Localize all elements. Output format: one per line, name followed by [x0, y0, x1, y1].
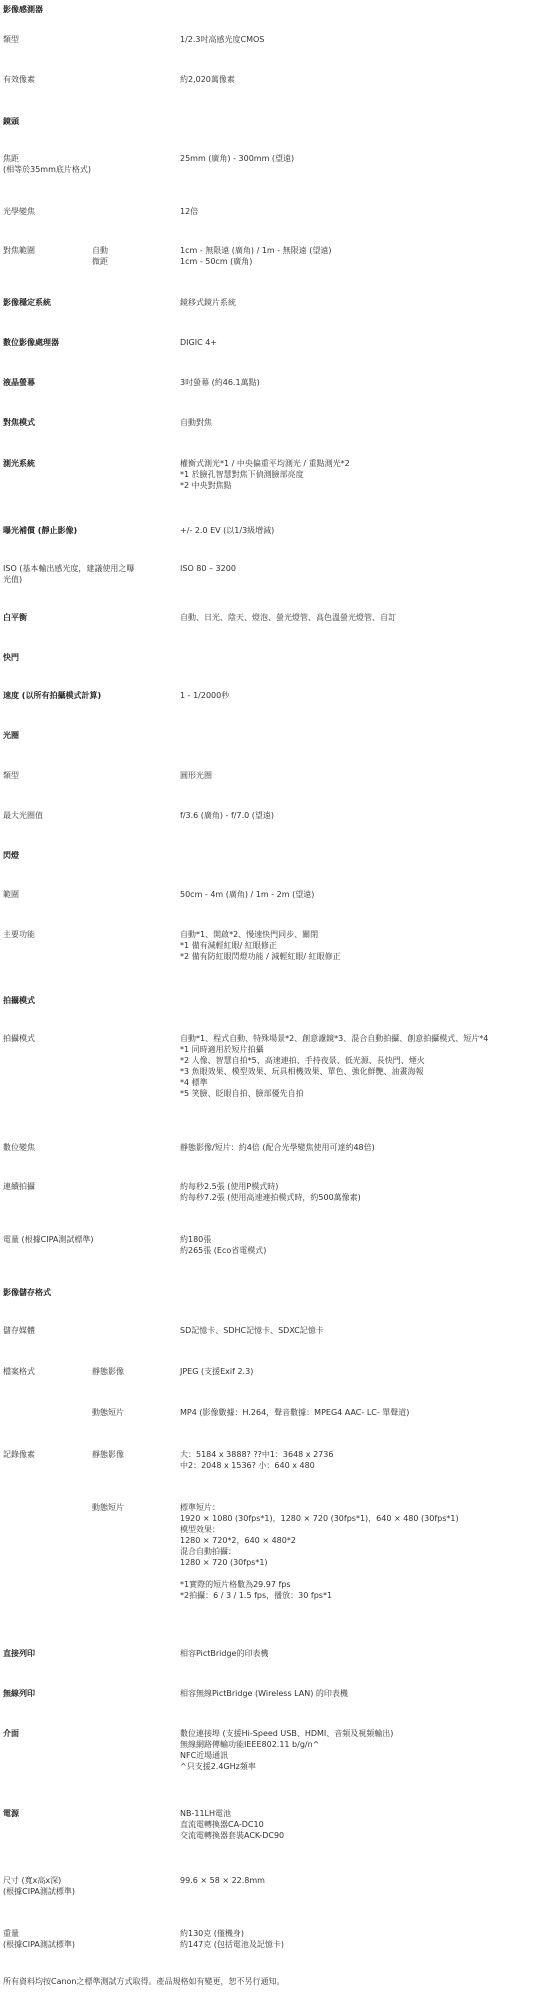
spec-value-line: NB-11LH電池 [180, 1809, 232, 1818]
section-heading-line: 光圈 [3, 731, 19, 740]
spec-value [180, 929, 341, 962]
spec-value-line: 約每秒7.2張 (使用高速連拍模式時，約500萬像素) [180, 1193, 361, 1202]
section-heading [3, 4, 43, 15]
spec-value-line: 相容無線PictBridge (Wireless LAN) 的印表機 [180, 1689, 348, 1698]
spec-sublabel-line: 靜態影像 [92, 1367, 124, 1376]
section-heading [3, 297, 51, 308]
spec-value-line: 模型效果： [180, 1525, 220, 1534]
spec-value [180, 337, 217, 348]
section-heading-line: 數位影像處理器 [3, 338, 59, 347]
spec-value-line: 鏡移式鏡片系統 [180, 298, 236, 307]
section-heading [3, 1808, 19, 1819]
spec-value-line: *2拍攝：6 / 3 / 1.5 fps，播放：30 fps*1 [180, 1591, 333, 1600]
section-heading-line: 介面 [3, 1729, 19, 1738]
section-heading [3, 116, 19, 127]
section-heading [3, 850, 19, 861]
spec-value-line: 交流電轉換器套裝ACK-DC90 [180, 1831, 285, 1840]
spec-value-line: 混合自動拍攝： [180, 1547, 236, 1556]
spec-value-line: 1 - 1/2000秒 [180, 691, 230, 700]
spec-value-line: 自動、日光、陰天、燈泡、螢光燈管、高色溫螢光燈管、自訂 [180, 613, 396, 622]
section-heading-line: 影像儲存格式 [3, 1288, 51, 1297]
spec-value [180, 770, 212, 781]
section-heading [3, 337, 59, 348]
spec-value-line: *1 備有減輕紅眼/ 紅眼修正 [180, 941, 277, 950]
spec-value-line: 99.6 × 58 × 22.8mm [180, 1876, 265, 1885]
spec-value-line: 25mm (廣角) - 300mm (望遠) [180, 154, 295, 163]
spec-label [3, 245, 35, 256]
spec-value [180, 1407, 409, 1418]
spec-sublabel [92, 1502, 124, 1513]
section-heading-line: 直接列印 [3, 1649, 35, 1658]
spec-label-line: 最大光圈值 [3, 811, 43, 820]
spec-value-line: 1/2.3吋高感光度CMOS [180, 35, 265, 44]
spec-sublabel [92, 1449, 124, 1460]
spec-value-line: ^只支援2.4GHz頻率 [180, 1762, 256, 1771]
spec-value-line [180, 1568, 459, 1579]
spec-value [180, 245, 331, 267]
spec-sublabel-line: 動態短片 [92, 1503, 124, 1512]
section-heading [3, 1728, 19, 1739]
spec-value-line: 中2：2048 x 1536? 小：640 x 480 [180, 1461, 315, 1470]
section-heading-line: 鏡頭 [3, 117, 19, 126]
spec-label-line: (根據CIPA測試標準) [3, 1887, 75, 1896]
spec-value-line: 約147克 (包括電池及記憶卡) [180, 1940, 285, 1949]
spec-label-line: 尺寸 (寬x高x深) [3, 1876, 62, 1885]
spec-value [180, 1928, 284, 1950]
spec-label-line: 有效像素 [3, 75, 35, 84]
spec-value [180, 1033, 488, 1099]
spec-value-line: *1 同時適用於短片拍攝 [180, 1045, 264, 1054]
section-heading-line: 快門 [3, 653, 19, 662]
spec-value [180, 612, 396, 623]
spec-value-line: *1 於臉孔智慧對焦下偵測臉部亮度 [180, 470, 304, 479]
spec-value-line: 1cm - 50cm (廣角) [180, 257, 253, 266]
section-heading-line: 測光系統 [3, 459, 35, 468]
spec-value [180, 74, 235, 85]
spec-label-line: 記錄像素 [3, 1450, 35, 1459]
spec-value-line: 1280 × 720 (30fps*1) [180, 1558, 268, 1567]
spec-sublabel [92, 1407, 124, 1418]
spec-value-line: DIGIC 4+ [180, 338, 217, 347]
spec-value [180, 1449, 333, 1471]
spec-value-line: *2 人像、智慧自拍*5、高速連拍、手持夜景、低光源、長快門、煙火 [180, 1056, 425, 1065]
section-heading [3, 1648, 35, 1659]
spec-label-line: 範圍 [3, 890, 19, 899]
spec-value [180, 1325, 324, 1336]
section-heading [3, 995, 35, 1006]
section-heading-line: 影像穩定系統 [3, 298, 51, 307]
spec-value-line: 約每秒2.5張 (使用P模式時) [180, 1182, 279, 1191]
spec-value-line: 12倍 [180, 207, 199, 216]
spec-value-line: 約2,020萬像素 [180, 75, 235, 84]
spec-label-line: 重量 [3, 1929, 19, 1938]
spec-label [3, 810, 43, 821]
spec-value-line: 約180張 [180, 1235, 212, 1244]
spec-value-line: f/3.6 (廣角) - f/7.0 (望遠) [180, 811, 275, 820]
section-heading-line: 曝光補償 (靜止影像) [3, 526, 78, 535]
section-heading-line: 對焦模式 [3, 418, 35, 427]
section-heading-line: 液晶螢幕 [3, 378, 35, 387]
spec-value-line: 1cm - 無限遠 (廣角) / 1m - 無限遠 (望遠) [180, 246, 332, 255]
spec-value-line: 相容PictBridge的印表機 [180, 1649, 269, 1658]
spec-value [180, 297, 236, 308]
section-heading [3, 690, 101, 701]
spec-value-line: 靜態影像/短片：約4倍 (配合光學變焦使用可達約48倍) [180, 1143, 375, 1152]
section-heading-line: 影像感測器 [3, 5, 43, 14]
spec-value [180, 417, 212, 428]
spec-label-line: 類型 [3, 35, 19, 44]
spec-label-line: 主要功能 [3, 930, 35, 939]
spec-value [180, 525, 274, 536]
spec-label [3, 889, 19, 900]
spec-value-line: *2 中央對焦點 [180, 481, 232, 490]
spec-value [180, 1728, 393, 1772]
spec-label-line: 檔案格式 [3, 1367, 35, 1376]
spec-label-line: 拍攝模式 [3, 1034, 35, 1043]
spec-label [3, 1366, 35, 1377]
spec-value-line: *5 笑臉、眨眼自拍、臉部優先自拍 [180, 1089, 304, 1098]
spec-label [3, 206, 35, 217]
section-heading [3, 612, 27, 623]
spec-sublabel-line: 動態短片 [92, 1408, 124, 1417]
spec-value [180, 206, 198, 217]
spec-label [3, 1325, 35, 1336]
spec-label-line: 儲存媒體 [3, 1326, 35, 1335]
section-heading-line: 閃燈 [3, 851, 19, 860]
spec-label [3, 1142, 35, 1153]
spec-label [3, 1449, 35, 1460]
spec-value [180, 1502, 459, 1601]
spec-label-line: 所有資料均按Canon之標準測試方式取得。產品規格如有變更，恕不另行通知。 [3, 1977, 285, 1986]
spec-label [3, 34, 19, 45]
spec-label [3, 563, 134, 585]
spec-sublabel-line: 自動 [92, 246, 108, 255]
spec-sublabel-line: 微距 [92, 257, 108, 266]
spec-value [180, 1808, 284, 1841]
spec-value-line: 50cm - 4m (廣角) / 1m - 2m (望遠) [180, 890, 315, 899]
spec-value [180, 153, 294, 164]
spec-value [180, 1366, 253, 1377]
spec-label [3, 1976, 285, 1987]
spec-label-line: 焦距 [3, 154, 19, 163]
spec-label-line: (相等於35mm底片格式) [3, 165, 92, 174]
spec-value [180, 34, 264, 45]
spec-value-line: *4 標準 [180, 1078, 208, 1087]
spec-label-line: ISO (基本輸出感光度，建議使用之曝 [3, 564, 135, 573]
spec-value-line: 圓形光圈 [180, 771, 212, 780]
spec-value-line: 標準短片： [180, 1503, 220, 1512]
spec-label-line: 類型 [3, 771, 19, 780]
spec-value [180, 1142, 375, 1153]
section-heading-line: 拍攝模式 [3, 996, 35, 1005]
spec-value [180, 458, 350, 491]
spec-value [180, 563, 236, 574]
spec-label [3, 1928, 75, 1950]
spec-value-line: 3吋螢幕 (約46.1萬點) [180, 378, 260, 387]
spec-value [180, 1234, 266, 1256]
spec-label [3, 1181, 35, 1192]
section-heading-line: 電源 [3, 1809, 19, 1818]
spec-value-line: *3 魚眼效果、模型效果、玩具相機效果、單色、強化鮮艷、油畫海報 [180, 1067, 424, 1076]
section-heading [3, 417, 35, 428]
spec-value-line: *1實際的短片格數為29.97 fps [180, 1580, 291, 1589]
spec-value-line: MP4 (影像數據：H.264，聲音數據：MPEG4 AAC- LC- 單聲道) [180, 1408, 410, 1417]
spec-label [3, 1033, 35, 1044]
spec-value [180, 810, 274, 821]
spec-label-line: 數位變焦 [3, 1143, 35, 1152]
spec-label-line: 對焦範圍 [3, 246, 35, 255]
spec-label-line: 光值) [3, 575, 23, 584]
spec-value-line: 1280 × 720*2，640 × 480*2 [180, 1536, 296, 1545]
spec-value-line: ISO 80 – 3200 [180, 564, 236, 573]
spec-value-line: +/- 2.0 EV (以1/3級增減) [180, 526, 275, 535]
spec-sublabel [92, 1366, 124, 1377]
section-heading-line: 無線列印 [3, 1689, 35, 1698]
spec-value-line: 權衡式測光*1 / 中央偏重平均測光 / 重點測光*2 [180, 459, 350, 468]
spec-value-line: NFC近場通訊 [180, 1751, 229, 1760]
section-heading [3, 525, 77, 536]
spec-value-line: 自動對焦 [180, 418, 212, 427]
spec-label-line: 連續拍攝 [3, 1182, 35, 1191]
spec-value-line: 約130克 (僅機身) [180, 1929, 245, 1938]
spec-value-line: 約265張 (Eco省電模式) [180, 1246, 267, 1255]
spec-value [180, 1875, 265, 1886]
spec-value-line: JPEG (支援Exif 2.3) [180, 1367, 254, 1376]
spec-label [3, 1875, 75, 1897]
section-heading [3, 652, 19, 663]
spec-value-line: 直流電轉換器CA-DC10 [180, 1820, 264, 1829]
spec-label-line: 光學變焦 [3, 207, 35, 216]
section-heading [3, 1688, 35, 1699]
section-heading [3, 1287, 51, 1298]
spec-label [3, 770, 19, 781]
section-heading-line: 白平衡 [3, 613, 27, 622]
spec-sublabel [92, 245, 108, 267]
spec-value [180, 1181, 361, 1203]
spec-label-line: 電量 (根據CIPA測試標準) [3, 1235, 94, 1244]
spec-value-line: 無線網路傳輸功能IEEE802.11 b/g/n^ [180, 1740, 320, 1749]
section-heading-line: 速度 (以所有拍攝模式計算) [3, 691, 102, 700]
spec-value-line: SD記憶卡、SDHC記憶卡、SDXC記憶卡 [180, 1326, 324, 1335]
spec-value [180, 889, 314, 900]
spec-label [3, 1234, 94, 1245]
section-heading [3, 730, 19, 741]
spec-sublabel-line: 靜態影像 [92, 1450, 124, 1459]
section-heading [3, 458, 35, 469]
spec-label [3, 74, 35, 85]
spec-label-line: (根據CIPA測試標準) [3, 1940, 75, 1949]
spec-value [180, 690, 229, 701]
spec-value-line: 大：5184 x 3888? ??中1：3648 x 2736 [180, 1450, 334, 1459]
spec-value-line: 數位連接埠 (支援Hi-Speed USB、HDMI、音頻及視頻輸出) [180, 1729, 394, 1738]
spec-value-line: *2 備有防紅眼閃燈功能 / 減輕紅眼/ 紅眼修正 [180, 952, 341, 961]
spec-label [3, 929, 35, 940]
spec-value-line: 1920 × 1080 (30fps*1)，1280 × 720 (30fps*1)，640 × 480 (30fps*1) [180, 1514, 459, 1523]
section-heading [3, 377, 35, 388]
spec-value [180, 377, 260, 388]
spec-label [3, 153, 91, 175]
spec-value-line: 自動*1、程式自動、特殊場景*2、創意濾鏡*3、混合自動拍攝、創意拍攝模式、短片*4 [180, 1034, 489, 1043]
spec-value [180, 1688, 348, 1699]
spec-value [180, 1648, 268, 1659]
spec-value-line: 自動*1、開啟*2、慢速快門同步、關閉 [180, 930, 319, 939]
